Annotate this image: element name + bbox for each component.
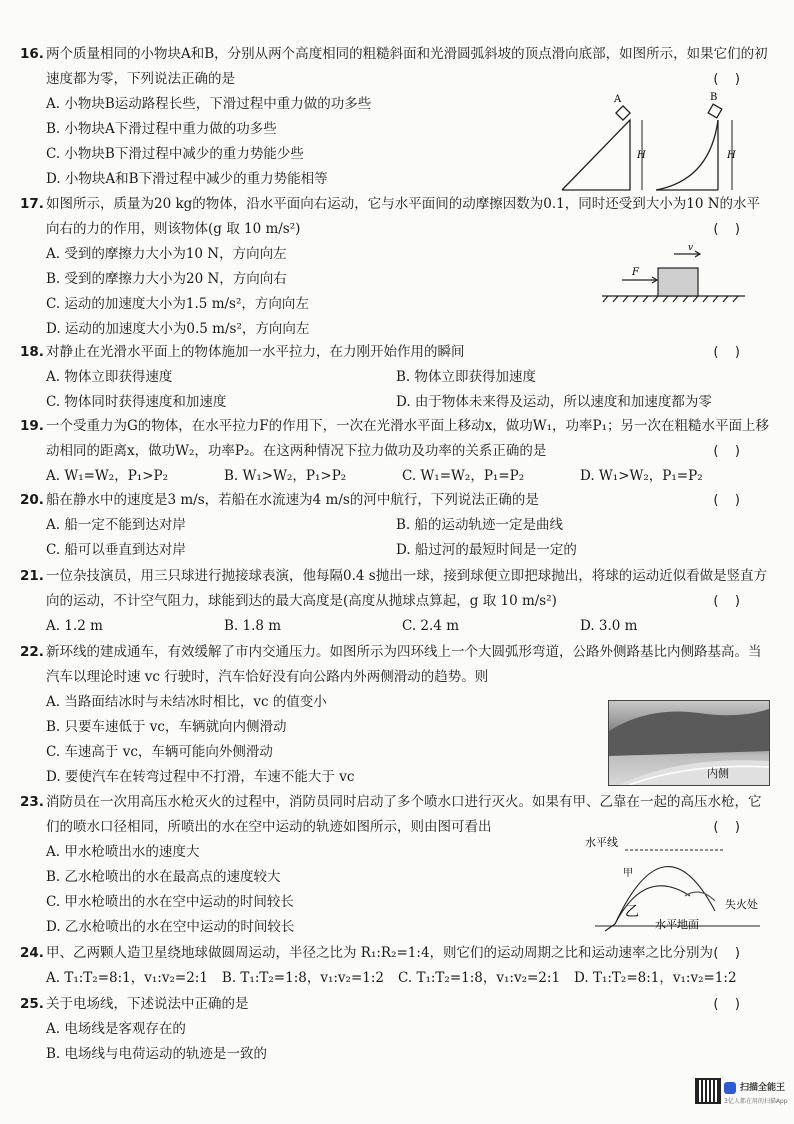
question-stem: 甲、乙两颗人造卫星绕地球做圆周运动，半径之比为 R₁:R₂=1:4，则它们的运动周期之比和运动速率之比分别为 (46, 945, 714, 961)
question-number: 17. (20, 196, 44, 212)
answer-paren: ( ) (713, 997, 740, 1012)
option-b: B. W₁>W₂，P₁>P₂ (224, 468, 347, 484)
answer-paren: ( ) (713, 444, 740, 459)
option-c: C. W₁=W₂，P₁=P₂ (402, 468, 525, 484)
option-d: D. 运动的加速度大小为0.5 m/s²，方向向左 (46, 321, 310, 337)
question-stem: 消防员在一次用高压水枪灭火的过程中，消防员同时启动了多个喷水口进行灭火。如果有甲、乙靠在一起的高压水枪，它们的喷水口径相同，所喷出的水在空中运动的轨迹如图所示，则由图可看出 (46, 794, 762, 835)
option-b: B. 受到的摩擦力大小为20 N，方向向右 (46, 271, 287, 287)
scanner-app-name: 扫描全能王 (740, 1083, 786, 1093)
label-h: H (727, 150, 736, 161)
block-figure (600, 242, 750, 307)
question-stem: 一个受重力为G的物体，在水平拉力F的作用下，一次在光滑水平面上移动x，做功W₁，功率P₁；另一次在粗糙水平面上移动相同的距离x，做功W₂，功率P₂。在这两种情况下拉力做功及功率的关系正确的是 (46, 418, 770, 459)
question-24 (20, 941, 770, 991)
answer-paren: ( ) (713, 345, 740, 360)
scanner-logo-icon (724, 1082, 736, 1094)
option-c: C. 运动的加速度大小为1.5 m/s²，方向向左 (46, 296, 309, 312)
answer-paren: ( ) (713, 594, 740, 609)
question-stem: 对静止在光滑水平面上的物体施加一水平拉力，在力刚开始作用的瞬间 (46, 344, 465, 360)
option-d: D. T₁:T₂=8:1，v₁:v₂=1:2 (574, 970, 737, 986)
option-b: B. 小物块A下滑过程中重力做的功多些 (46, 121, 277, 137)
question-21 (20, 564, 770, 639)
option-a: A. 甲水枪喷出水的速度大 (46, 844, 200, 860)
option-b: B. 只要车速低于 vc，车辆就向内侧滑动 (46, 719, 287, 735)
question-18 (20, 340, 770, 415)
option-d: D. 要使汽车在转弯过程中不打滑，车速不能大于 vc (46, 769, 355, 785)
option-c: C. 小物块B下滑过程中减少的重力势能少些 (46, 146, 304, 162)
option-b: B. 船的运动轨迹一定是曲线 (396, 517, 564, 533)
option-a: A. 电场线是客观存在的 (46, 1021, 186, 1037)
label-b: B (710, 92, 718, 103)
scanner-app-slogan: 3亿人都在用的扫描App (724, 1098, 788, 1105)
question-25 (20, 992, 770, 1067)
label-yi: 乙 (625, 904, 639, 920)
question-19 (20, 414, 770, 489)
answer-paren: ( ) (713, 946, 740, 961)
question-number: 20. (20, 492, 44, 508)
option-a: A. 小物块B运动路程长些，下滑过程中重力做的功多些 (46, 96, 372, 112)
option-a: A. 受到的摩擦力大小为10 N，方向向左 (46, 246, 287, 262)
option-b: B. 1.8 m (224, 618, 282, 634)
option-b: B. T₁:T₂=1:8，v₁:v₂=1:2 (221, 970, 385, 986)
question-number: 24. (20, 945, 44, 961)
option-a: A. 当路面结冰时与未结冰时相比，vc 的值变小 (46, 694, 327, 710)
label-horizon: 水平线 (585, 836, 618, 849)
option-a: A. T₁:T₂=8:1，v₁:v₂=2:1 (46, 970, 208, 986)
question-number: 25. (20, 996, 44, 1012)
option-c: C. T₁:T₂=1:8，v₁:v₂=2:1 (398, 970, 561, 986)
option-d: D. 乙水枪喷出的水在空中运动的时间较长 (46, 919, 295, 935)
incline-figure (560, 90, 750, 195)
option-d: D. 3.0 m (580, 618, 638, 634)
option-a: A. 物体立即获得速度 (46, 369, 173, 385)
road-photo (608, 700, 770, 786)
label-fire: 失火处 (725, 898, 758, 911)
label-v: v (688, 243, 694, 253)
question-stem: 关于电场线，下述说法中正确的是 (46, 996, 249, 1012)
water-jet-figure (585, 836, 770, 936)
option-d: D. 由于物体未来得及运动，所以速度和加速度都为零 (396, 394, 712, 410)
option-a: A. 船一定不能到达对岸 (46, 517, 186, 533)
option-d: D. 小物块A和B下滑过程中减少的重力势能相等 (46, 171, 328, 187)
qr-code-icon (695, 1078, 721, 1104)
option-c: C. 2.4 m (402, 618, 459, 634)
option-c: C. 车速高于 vc，车辆可能向外侧滑动 (46, 744, 273, 760)
label-jia: 甲 (623, 868, 633, 879)
label-ground: 水平地面 (655, 918, 699, 931)
question-stem: 船在静水中的速度是3 m/s，若船在水流速为4 m/s的河中航行，下列说法正确的是 (46, 492, 539, 508)
label-a: A (614, 94, 622, 105)
option-b: B. 物体立即获得加速度 (396, 369, 537, 385)
option-a: A. 1.2 m (46, 618, 103, 634)
option-c: C. 物体同时获得速度和加速度 (46, 394, 227, 410)
answer-paren: ( ) (713, 820, 740, 835)
answer-paren: ( ) (713, 493, 740, 508)
question-number: 19. (20, 418, 44, 434)
option-a: A. W₁=W₂，P₁>P₂ (46, 468, 169, 484)
answer-paren: ( ) (713, 72, 740, 87)
question-stem: 两个质量相同的小物块A和B，分别从两个高度相同的粗糙斜面和光滑圆弧斜坡的顶点滑向底部，如图所示，如果它们的初速度都为零，下列说法正确的是 (46, 46, 768, 87)
answer-paren: ( ) (713, 222, 740, 237)
question-stem: 新环线的建成通车，有效缓解了市内交通压力。如图所示为四环线上一个大圆弧形弯道，公路外侧路基比内侧路基高。当汽车以理论时速 vc 行驶时，汽车恰好没有向公路内外两侧滑动的趋势。则 (46, 644, 762, 685)
question-stem: 一位杂技演员，用三只球进行抛接球表演，他每隔0.4 s抛出一球，接到球便立即把球抛出，将球的运动近似看做是竖直方向的运动，不计空气阻力，球能到达的最大高度是(高度从抛球点算起，g 取 10 m/s²) (46, 568, 768, 609)
question-stem: 如图所示，质量为20 kg的物体，沿水平面向右运动，它与水平面间的动摩擦因数为0.1，同时还受到大小为10 N的水平向右的力的作用，则该物体(g 取 10 m/s²) (46, 196, 761, 237)
question-number: 21. (20, 568, 44, 584)
label-f: F (632, 267, 639, 278)
option-b: B. 乙水枪喷出的水在最高点的速度较大 (46, 869, 281, 885)
option-d: D. W₁>W₂，P₁=P₂ (580, 468, 703, 484)
label-h: H (637, 150, 646, 161)
inner-side-label: 内侧 (707, 767, 729, 780)
question-number: 16. (20, 46, 44, 62)
option-c: C. 船可以垂直到达对岸 (46, 542, 186, 558)
question-number: 18. (20, 344, 44, 360)
question-number: 22. (20, 644, 44, 660)
question-20 (20, 488, 770, 563)
option-b: B. 电场线与电荷运动的轨迹是一致的 (46, 1046, 268, 1062)
option-d: D. 船过河的最短时间是一定的 (396, 542, 577, 558)
option-c: C. 甲水枪喷出的水在空中运动的时间较长 (46, 894, 294, 910)
question-number: 23. (20, 794, 44, 810)
